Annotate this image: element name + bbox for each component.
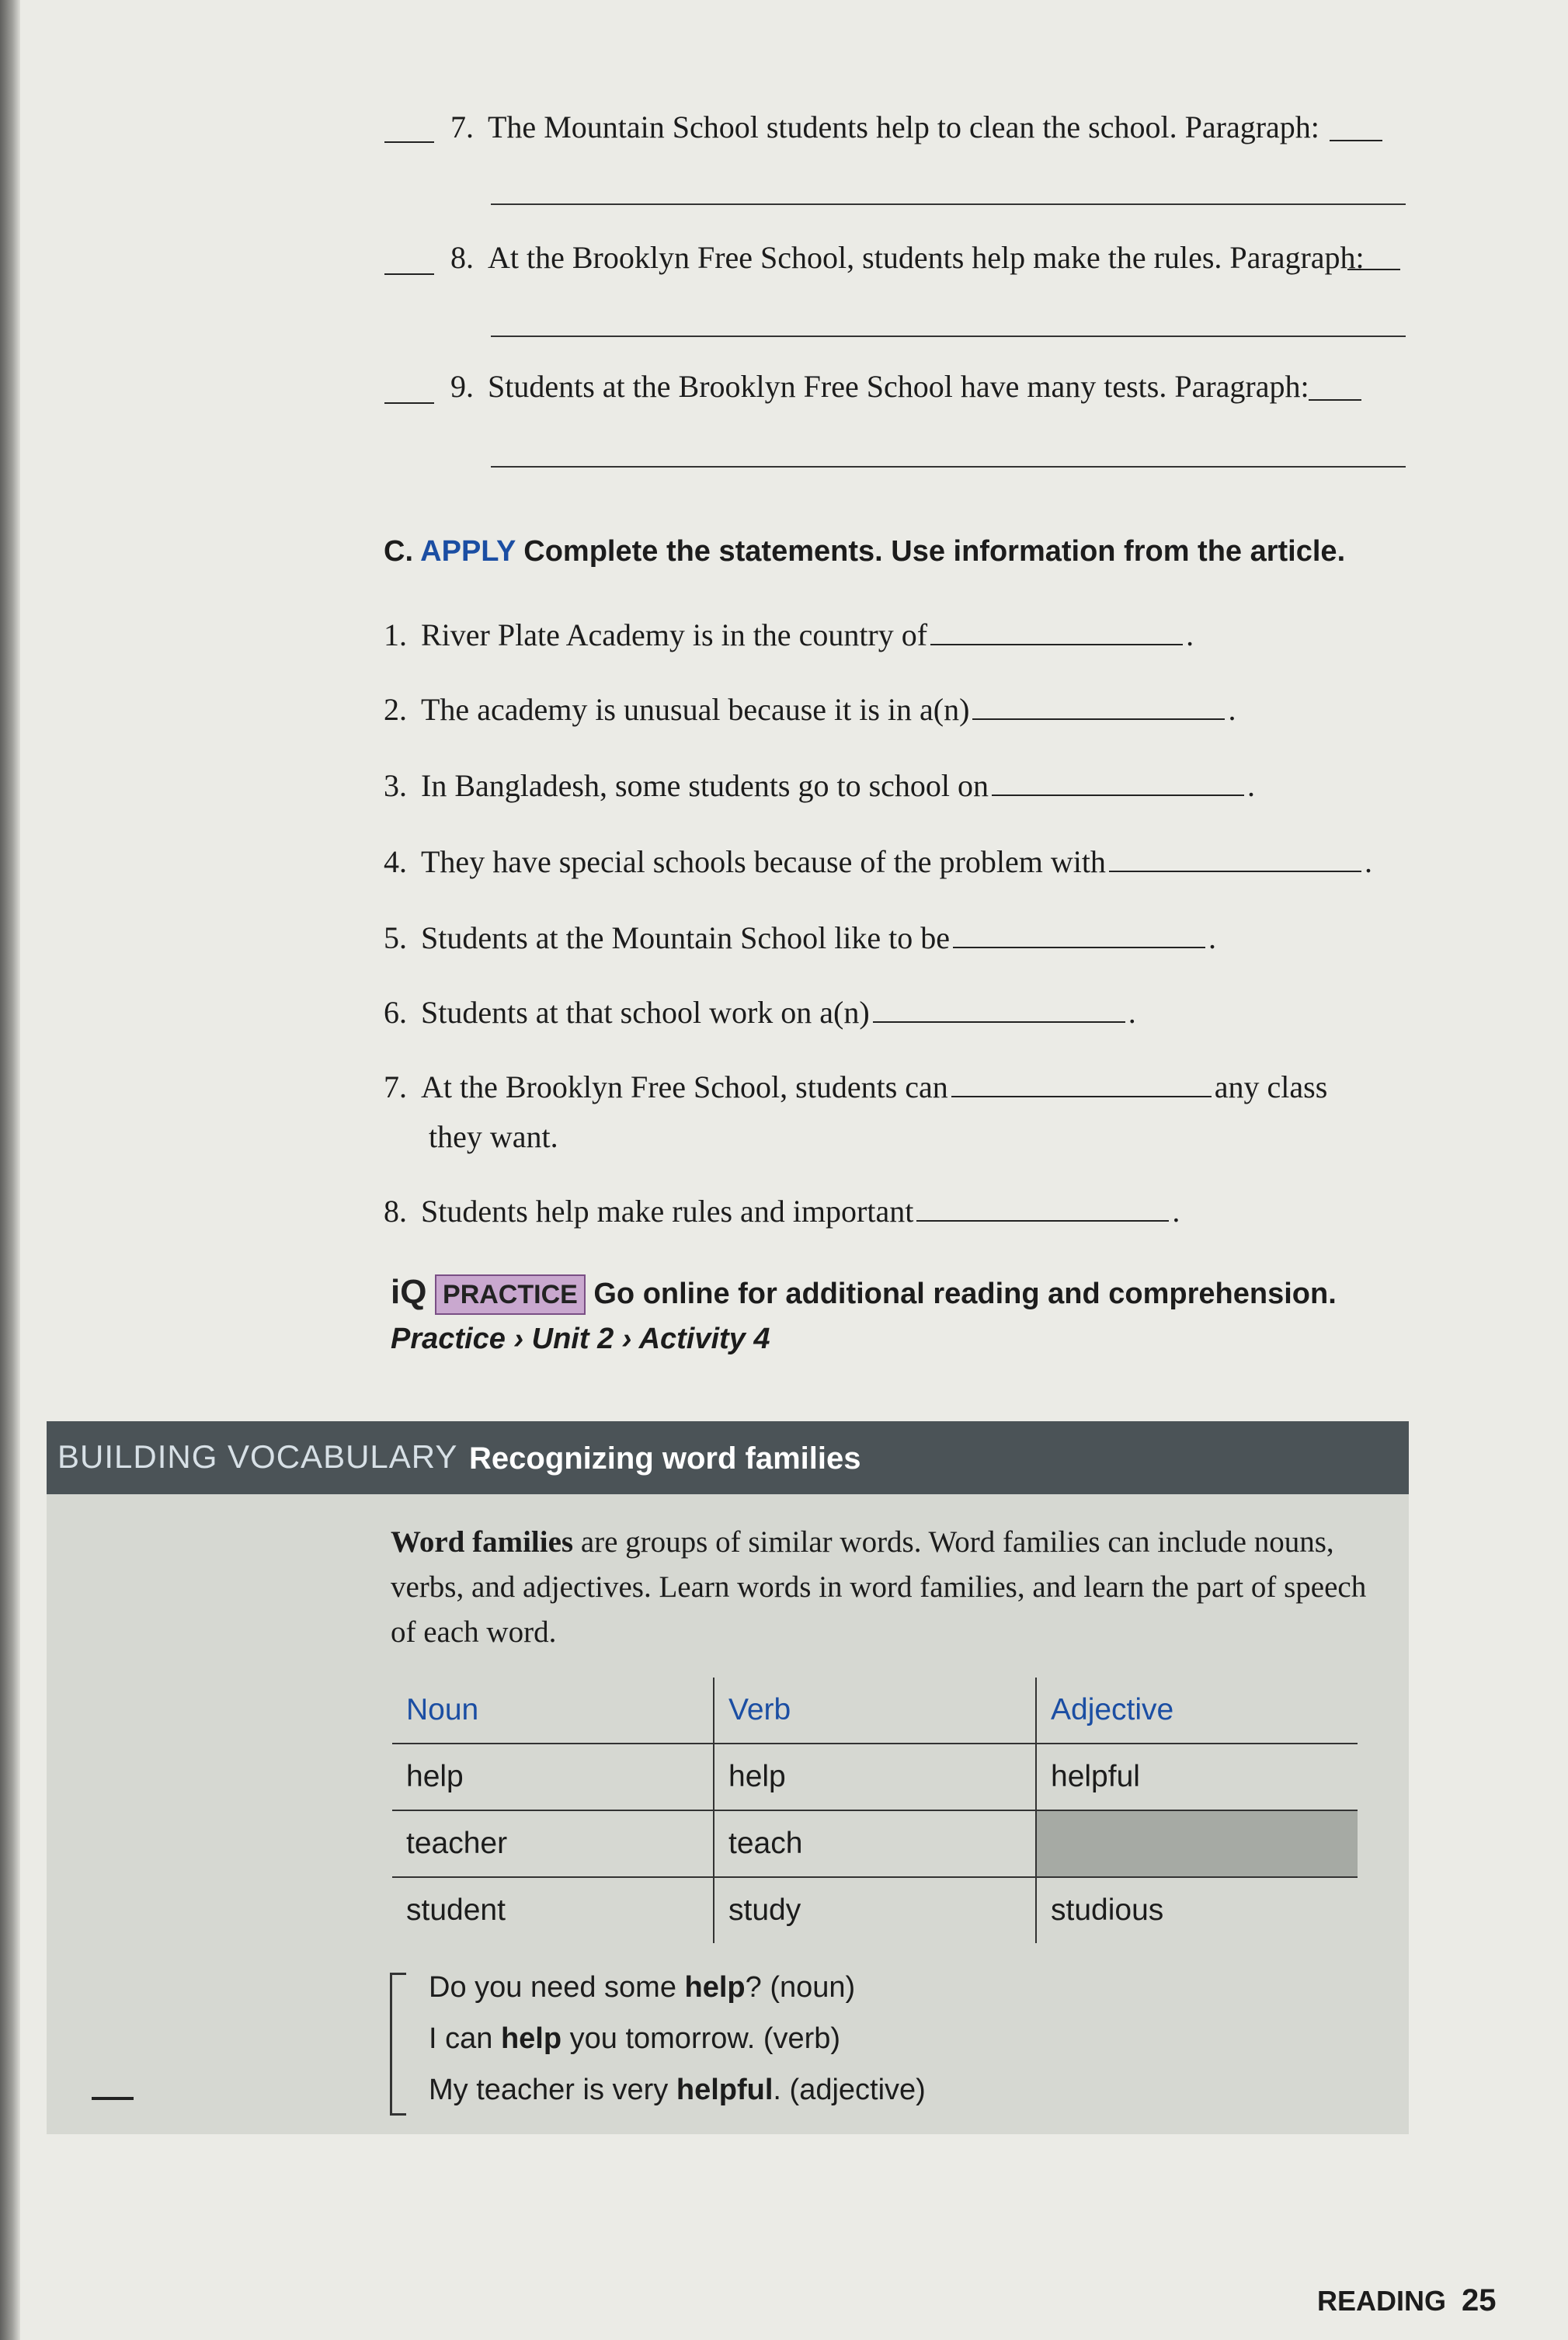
item-number: 2. [384,692,407,727]
answer-blank[interactable] [972,692,1225,720]
item-text: River Plate Academy is in the country of [421,617,928,652]
table-header-row [392,1678,1358,1744]
example-sentence-1 [429,1971,855,2004]
item-text: In Bangladesh, some students go to school on [421,768,989,803]
example-text: My teacher is very [429,2074,676,2106]
part-c-item-6 [384,994,1136,1031]
example-sentence-3 [429,2074,926,2107]
building-vocabulary-header [47,1421,1409,1494]
header-noun: Noun [392,1678,714,1744]
item-end: . [1186,617,1194,652]
item-number: 9. [450,369,474,404]
table-cell: studious [1036,1877,1358,1943]
table-cell: student [406,1893,506,1927]
example-text: I can [429,2022,501,2055]
section-subtitle: Recognizing word families [469,1441,861,1476]
answer-blank[interactable] [1109,844,1361,872]
part-c-item-8 [384,1193,1180,1230]
iq-text: Go online for additional reading and comprehension. [593,1278,1337,1310]
paragraph-label: Paragraph: [1174,369,1309,404]
page-footer [1317,2283,1497,2318]
item-number: 8. [384,1194,407,1229]
term-word-families: Word families [391,1525,574,1559]
example-keyword: helpful [676,2074,774,2106]
answer-blank[interactable] [951,1069,1212,1097]
item-number: 5. [384,920,407,955]
section-letter: C. [384,535,413,568]
paragraph-blank[interactable] [1330,140,1382,141]
table-cell: teach [714,1810,1036,1877]
item-text: At the Brooklyn Free School, students help make the rules. [488,240,1222,275]
paragraph-label: Paragraph: [1229,240,1365,275]
item-text: Students help make rules and important [421,1194,914,1229]
iq-practice-path[interactable]: Practice › Unit 2 › Activity 4 [391,1323,770,1355]
item-number: 8. [450,240,474,275]
item-text: At the Brooklyn Free School, students can [421,1069,948,1104]
writing-line[interactable] [491,466,1406,468]
item-number: 6. [384,995,407,1030]
item-number: 7. [450,110,474,144]
answer-blank[interactable] [873,995,1125,1023]
example-text: Do you need some [429,1971,685,2004]
item-end: any class [1214,1069,1328,1104]
example-text: you tomorrow. (verb) [561,2022,841,2055]
answer-blank[interactable] [384,141,434,143]
item-text: Students at the Brooklyn Free School have many tests. [488,369,1167,404]
part-c-item-1 [384,617,1194,654]
margin-mark [92,2097,134,2100]
intro-line-1 [391,1524,1334,1561]
table-row [392,1810,1358,1877]
iq-practice-callout [391,1274,1337,1315]
instructions: Complete the statements. Use information from the article. [523,535,1346,568]
item-end: . [1128,995,1136,1030]
section-label: BUILDING VOCABULARY [57,1438,458,1475]
table-cell: teacher [392,1810,714,1877]
table-cell: helpful [1036,1744,1358,1810]
intro-text: are groups of similar words. Word families can include nouns, [573,1525,1334,1559]
example-bracket [390,1973,406,2116]
item-end: . [1228,692,1236,727]
part-c-item-7 [384,1069,1327,1106]
part-c-item-4 [384,843,1372,881]
item-number: 3. [384,768,407,803]
item-end: . [1208,920,1217,955]
answer-blank[interactable] [992,768,1244,796]
item-end: . [1247,768,1256,803]
table-cell: study [714,1877,1036,1943]
part-c-item-2 [384,691,1236,728]
item-text: Students at the Mountain School like to be [421,920,951,955]
word-family-table [392,1678,1358,1943]
item-end: . [1364,844,1372,879]
example-keyword: help [684,1971,746,2004]
example-keyword: help [500,2022,562,2055]
intro-line-3: of each word. [391,1615,557,1649]
answer-blank[interactable] [953,920,1205,948]
part-c-heading [384,533,1345,570]
table-row [392,1877,1358,1943]
page-number: 25 [1462,2283,1497,2317]
example-text: ? (noun) [745,1971,856,2004]
writing-line[interactable] [491,336,1406,337]
item-text: Students at that school work on a(n) [421,995,870,1030]
shaded-empty-cell[interactable] [1036,1810,1358,1877]
part-c-item-7-line2: they want. [429,1119,558,1154]
part-c-item-5 [384,920,1216,957]
example-sentence-2 [429,2022,840,2056]
apply-keyword: APPLY [420,535,516,568]
intro-line-2: verbs, and adjectives. Learn words in word families, and learn the part of speech [391,1570,1367,1604]
paragraph-label: Paragraph: [1184,110,1319,144]
practice-badge[interactable]: PRACTICE [435,1274,586,1315]
table-cell: help [392,1744,714,1810]
page-binding-shadow [0,0,20,2340]
header-verb: Verb [714,1678,1036,1744]
item-text: They have special schools because of the problem with [421,844,1106,879]
paragraph-blank[interactable] [1309,399,1361,401]
example-text: . (adjective) [773,2074,926,2106]
item-text: The academy is unusual because it is in a(n) [421,692,970,727]
answer-blank[interactable] [930,617,1183,645]
footer-section: READING [1317,2285,1447,2317]
item-text: The Mountain School students help to clean the school. [488,110,1177,144]
answer-blank[interactable] [916,1194,1169,1222]
header-adjective: Adjective [1036,1678,1358,1744]
table-row [392,1744,1358,1810]
item-number: 7. [384,1069,407,1104]
answer-blank[interactable] [384,402,434,404]
part-c-item-3 [384,767,1255,805]
writing-line[interactable] [491,203,1406,205]
table-cell: help [714,1744,1036,1810]
answer-blank[interactable] [384,273,434,275]
item-number: 4. [384,844,407,879]
item-end: . [1172,1194,1180,1229]
paragraph-blank[interactable] [1347,269,1400,270]
item-number: 1. [384,617,407,652]
iq-logo: iQ [391,1273,427,1311]
